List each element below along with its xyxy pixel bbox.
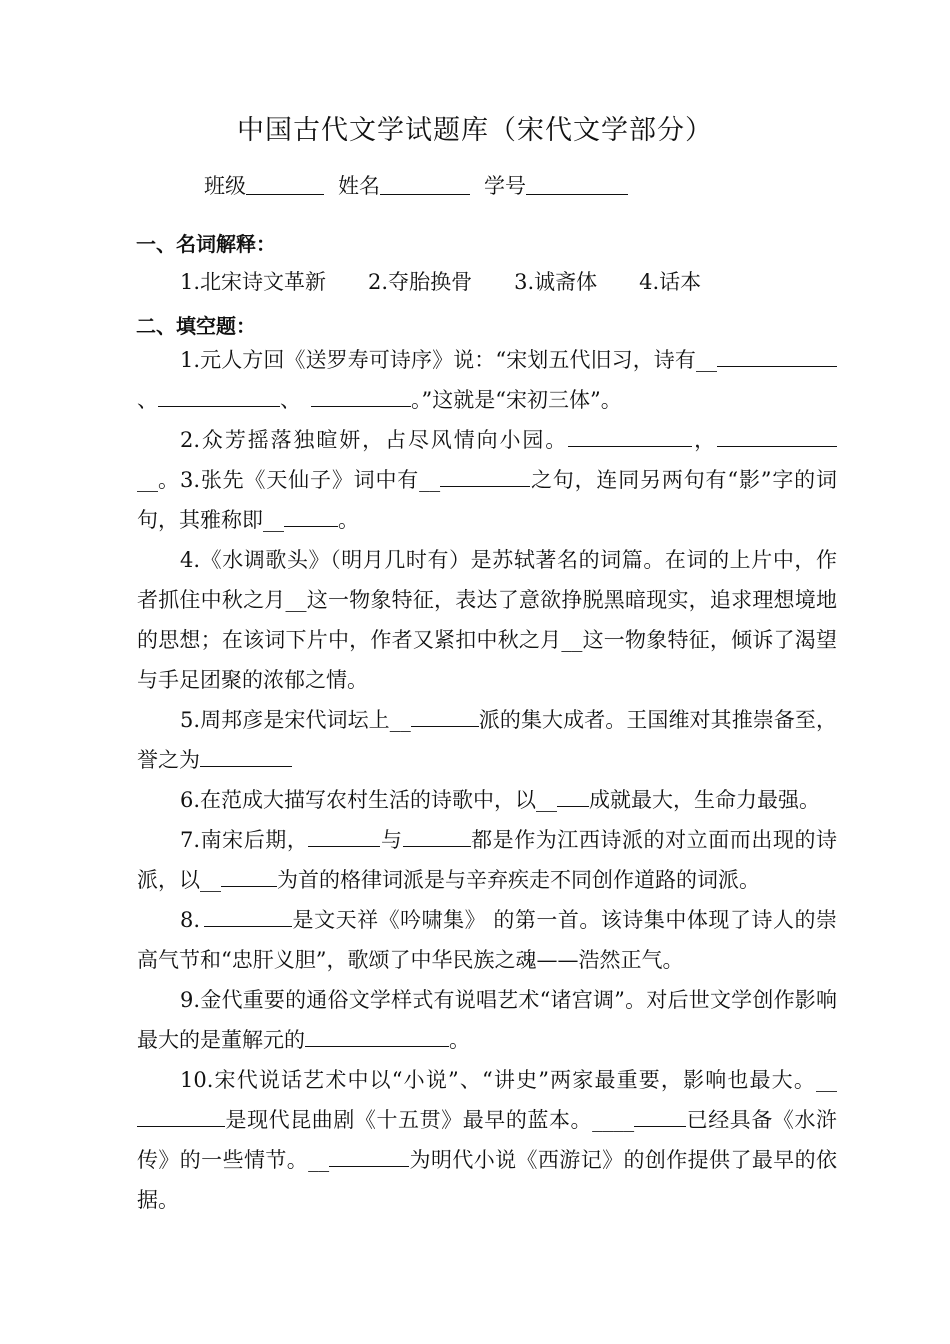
question-text: 为首的格律词派是与辛弃疾走不同创作道路的词派。 [277, 868, 760, 892]
question-text: __ [200, 868, 221, 892]
question-text: 10.宋代说话艺术中以“小说”、“讲史”两家最重要，影响也最大。 [180, 1068, 816, 1092]
question-text: __。 [137, 468, 179, 492]
section-heading-fill: 二、填空题： [136, 314, 256, 338]
question-1 [137, 340, 837, 420]
question-text: 9.金代重要的通俗文学样式有说唱艺术“诸宫调”。对后世文学创作影响最大的是董解元的 [137, 988, 837, 1052]
answer-blank[interactable] [221, 864, 277, 887]
question-text: 、 [280, 388, 301, 412]
question-text: 成就最大，生命力最强。 [589, 788, 821, 812]
answer-blank[interactable] [137, 1104, 225, 1127]
term-item: 4.话本 [639, 270, 702, 294]
question-text: 、 [137, 388, 158, 412]
id-blank[interactable] [526, 170, 628, 195]
question-text: 1.元人方回《送罗寿可诗序》说：“宋划五代旧习，诗有 [180, 348, 696, 372]
question-6 [137, 780, 837, 820]
answer-blank[interactable] [308, 824, 380, 847]
question-text: 为明代小说《西游记》的创作提供了最早的依据。 [137, 1148, 838, 1212]
answer-blank[interactable] [158, 384, 280, 407]
answer-blank[interactable] [717, 424, 837, 447]
question-text: __ [308, 1148, 330, 1172]
answer-blank[interactable] [717, 344, 837, 367]
question-text: 2.众芳摇落独暄妍，占尽风情向小园。 [180, 428, 569, 452]
question-text: 3.张先《天仙子》词中有 [180, 468, 420, 492]
question-9 [137, 980, 837, 1060]
answer-blank[interactable] [311, 384, 411, 407]
answer-blank[interactable] [200, 744, 292, 767]
answer-blank[interactable] [305, 1024, 449, 1047]
answer-blank[interactable] [204, 904, 292, 927]
class-label: 班级 [204, 174, 246, 198]
question-text: ____ [592, 1108, 635, 1132]
question-5 [137, 700, 837, 780]
question-text: 6.在范成大描写农村生活的诗歌中，以 [180, 788, 537, 812]
section-heading-terms: 一、名词解释： [136, 232, 276, 256]
answer-blank[interactable] [329, 1144, 409, 1167]
name-blank[interactable] [380, 170, 470, 195]
answer-blank[interactable] [284, 504, 338, 527]
question-text: 都是作为江西诗派的对立面而出现的诗派，以 [137, 828, 838, 892]
question-text: 与 [380, 828, 403, 852]
term-item: 2.夺胎换骨 [368, 270, 473, 294]
question-text: ， [692, 428, 717, 452]
question-text: 7.南宋后期， [180, 828, 309, 852]
question-8 [137, 900, 837, 980]
question-3 [137, 460, 837, 540]
question-text: __ [536, 788, 558, 812]
question-text: 之句，连同另两句有“影”字的词句，其雅称即 [137, 468, 837, 532]
question-10 [137, 1060, 837, 1220]
term-list [180, 266, 743, 296]
question-text: 是现代昆曲剧《十五贯》最早的蓝本。 [225, 1108, 593, 1132]
answer-blank[interactable] [440, 464, 530, 487]
question-text: __ [419, 468, 441, 492]
question-text: 。 [449, 1028, 470, 1052]
question-text: __ [389, 708, 411, 732]
answer-blank[interactable] [568, 424, 692, 447]
answer-blank[interactable] [634, 1104, 686, 1127]
question-7 [137, 820, 837, 900]
id-label: 学号 [484, 174, 526, 198]
answer-blank[interactable] [411, 704, 479, 727]
term-item: 3.诚斋体 [514, 270, 598, 294]
name-label: 姓名 [338, 174, 380, 198]
question-text: 是文天祥《吟啸集》 的第一首。该诗集中体现了诗人的崇高气节和“忠肝义胆”，歌颂了中华民族之魂——浩然正气。 [137, 908, 837, 972]
question-text: 已经具备《水浒传》的一些情节。 [137, 1108, 838, 1172]
question-text: 。 [338, 508, 359, 532]
question-text: __ [696, 348, 717, 372]
page-title: 中国古代文学试题库（宋代文学部分） [237, 115, 713, 146]
class-blank[interactable] [246, 170, 324, 195]
answer-blank[interactable] [403, 824, 471, 847]
question-4: 4.《水调歌头》（明月几时有）是苏轼著名的词篇。在词的上片中，作者抓住中秋之月__这一物象特征，表达了意欲挣脱黑暗现实，追求理想境地的思想；在该词下片中，作者又紧扣中秋之月__这一物象特征，倾诉了渴望与手足团聚的浓郁之情。 [137, 548, 837, 692]
question-text: 5.周邦彦是宋代词坛上 [180, 708, 390, 732]
question-text: 。”这就是“宋初三体”。 [411, 388, 622, 412]
question-text: __ [816, 1068, 837, 1092]
question-text: __ [263, 508, 284, 532]
question-text: 派的集大成者。王国维对其推崇备至，誉之为 [137, 708, 837, 772]
question-text: 8. [180, 908, 201, 932]
term-item: 1.北宋诗文革新 [180, 270, 327, 294]
student-info-row [204, 170, 642, 200]
answer-blank[interactable] [557, 784, 589, 807]
